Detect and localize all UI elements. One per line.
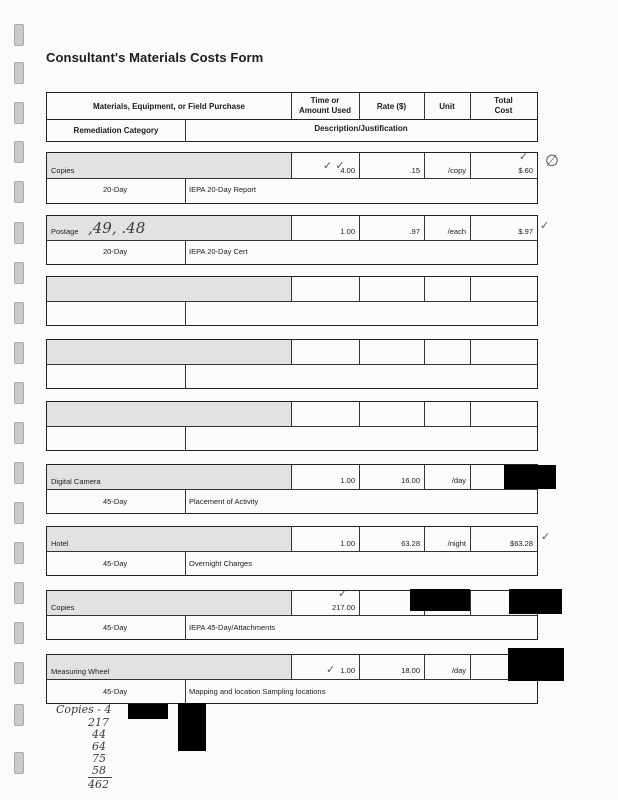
entry-description: IEPA 20-Day Report	[189, 185, 256, 194]
handwritten-tally-line: 44	[92, 728, 106, 741]
entry-category: 45-Day	[103, 497, 128, 506]
entry-block	[46, 654, 538, 704]
check-mark-icon: ✓ ✓	[323, 160, 345, 172]
entry-description: Placement of Activity	[189, 497, 259, 506]
entry-item: Postage	[51, 227, 79, 236]
entry-block	[46, 339, 538, 389]
handwritten-tally-line: 58	[92, 764, 106, 777]
entry-description: Mapping and location Sampling locations	[189, 687, 326, 696]
redaction-block	[128, 704, 168, 719]
entry-total: $.97	[518, 227, 533, 236]
redaction-block	[504, 465, 556, 489]
check-mark-icon: ✓	[541, 531, 551, 543]
binder-hole	[14, 582, 24, 604]
binder-hole	[14, 141, 24, 163]
handwritten-tally-line: 217	[88, 716, 109, 729]
entry-item: Digital Camera	[51, 477, 101, 486]
entry-unit: /night	[447, 539, 466, 548]
entry-category: 45-Day	[103, 687, 128, 696]
binder-hole	[14, 622, 24, 644]
entry-amount: 1.00	[340, 476, 355, 485]
entry-description: Overnight Charges	[189, 559, 252, 568]
entry-amount: 1.00	[340, 666, 355, 675]
check-mark-icon: ✓	[540, 220, 550, 232]
entry-item: Hotel	[51, 539, 69, 548]
binder-hole	[14, 542, 24, 564]
binder-hole	[14, 262, 24, 284]
header-materials: Materials, Equipment, or Field Purchase	[92, 102, 246, 111]
binder-hole	[14, 302, 24, 324]
entry-category: 20-Day	[103, 185, 128, 194]
binder-hole	[14, 62, 24, 84]
entry-block	[46, 401, 538, 451]
binder-hole	[14, 382, 24, 404]
entry-amount: 1.00	[340, 539, 355, 548]
entry-category: 20-Day	[103, 247, 128, 256]
entry-block	[46, 526, 538, 576]
header-total-line1: Total	[494, 96, 513, 105]
handwritten-postage-note: ,49, .48	[88, 219, 146, 237]
check-mark-icon: ✓	[338, 588, 348, 600]
entry-block	[46, 464, 538, 514]
binder-hole	[14, 502, 24, 524]
header-category: Remediation Category	[73, 126, 159, 135]
binder-hole	[14, 462, 24, 484]
entry-block	[46, 276, 538, 326]
entry-rate: .97	[409, 227, 420, 236]
header-rate: Rate ($)	[376, 102, 407, 111]
handwritten-tally-sum: 462	[88, 778, 109, 791]
binder-hole	[14, 342, 24, 364]
entry-category: 45-Day	[103, 559, 128, 568]
entry-rate: .15	[409, 166, 420, 175]
handwritten-tally-label: Copies - 4	[56, 703, 112, 716]
entry-category: 45-Day	[103, 623, 128, 632]
header-unit: Unit	[439, 102, 455, 111]
handwritten-tally-line: 75	[92, 752, 106, 765]
redaction-block	[410, 589, 470, 611]
handwritten-tally-line: 64	[92, 740, 106, 753]
binder-hole	[14, 662, 24, 684]
binder-hole	[14, 181, 24, 203]
entry-description: IEPA 45-Day/Attachments	[189, 623, 276, 632]
entry-amount: 217.00	[332, 603, 355, 612]
binder-hole	[14, 752, 24, 774]
entry-total: $.60	[518, 166, 533, 175]
entry-rate: 63.28	[401, 539, 420, 548]
entry-rate: 18.00	[401, 666, 420, 675]
binder-hole	[14, 704, 24, 726]
entry-item: Measuring Wheel	[51, 667, 110, 676]
entry-unit: /each	[447, 227, 466, 236]
entry-rate: 16.00	[401, 476, 420, 485]
header-description: Description/Justification	[314, 124, 408, 133]
header-total-line2: Cost	[494, 106, 513, 115]
entry-unit: /day	[451, 666, 466, 675]
header-time-line1: Time or	[310, 96, 340, 105]
redaction-block	[178, 703, 206, 751]
binder-hole	[14, 222, 24, 244]
binder-hole	[14, 24, 24, 46]
check-mark-icon: ✓	[326, 664, 336, 676]
entry-amount: 4.00	[340, 166, 355, 175]
entry-description: IEPA 20-Day Cert	[189, 247, 248, 256]
entry-total: $63.28	[510, 539, 533, 548]
form-title: Consultant's Materials Costs Form	[46, 50, 264, 65]
entry-block	[46, 152, 538, 204]
redaction-block	[509, 589, 562, 614]
header-time	[291, 96, 359, 116]
entry-item: Copies	[51, 166, 75, 175]
header-total	[470, 96, 537, 116]
redaction-block	[508, 648, 564, 681]
binder-hole	[14, 422, 24, 444]
zero-mark-icon: ∅	[545, 153, 559, 170]
header-time-line2: Amount Used	[299, 106, 351, 115]
entry-unit: /copy	[448, 166, 466, 175]
entry-unit: /day	[451, 476, 466, 485]
binder-hole	[14, 102, 24, 124]
entry-item: Copies	[51, 603, 75, 612]
check-mark-icon: ✓	[519, 151, 529, 163]
header-box	[46, 92, 538, 142]
entry-amount: 1.00	[340, 227, 355, 236]
